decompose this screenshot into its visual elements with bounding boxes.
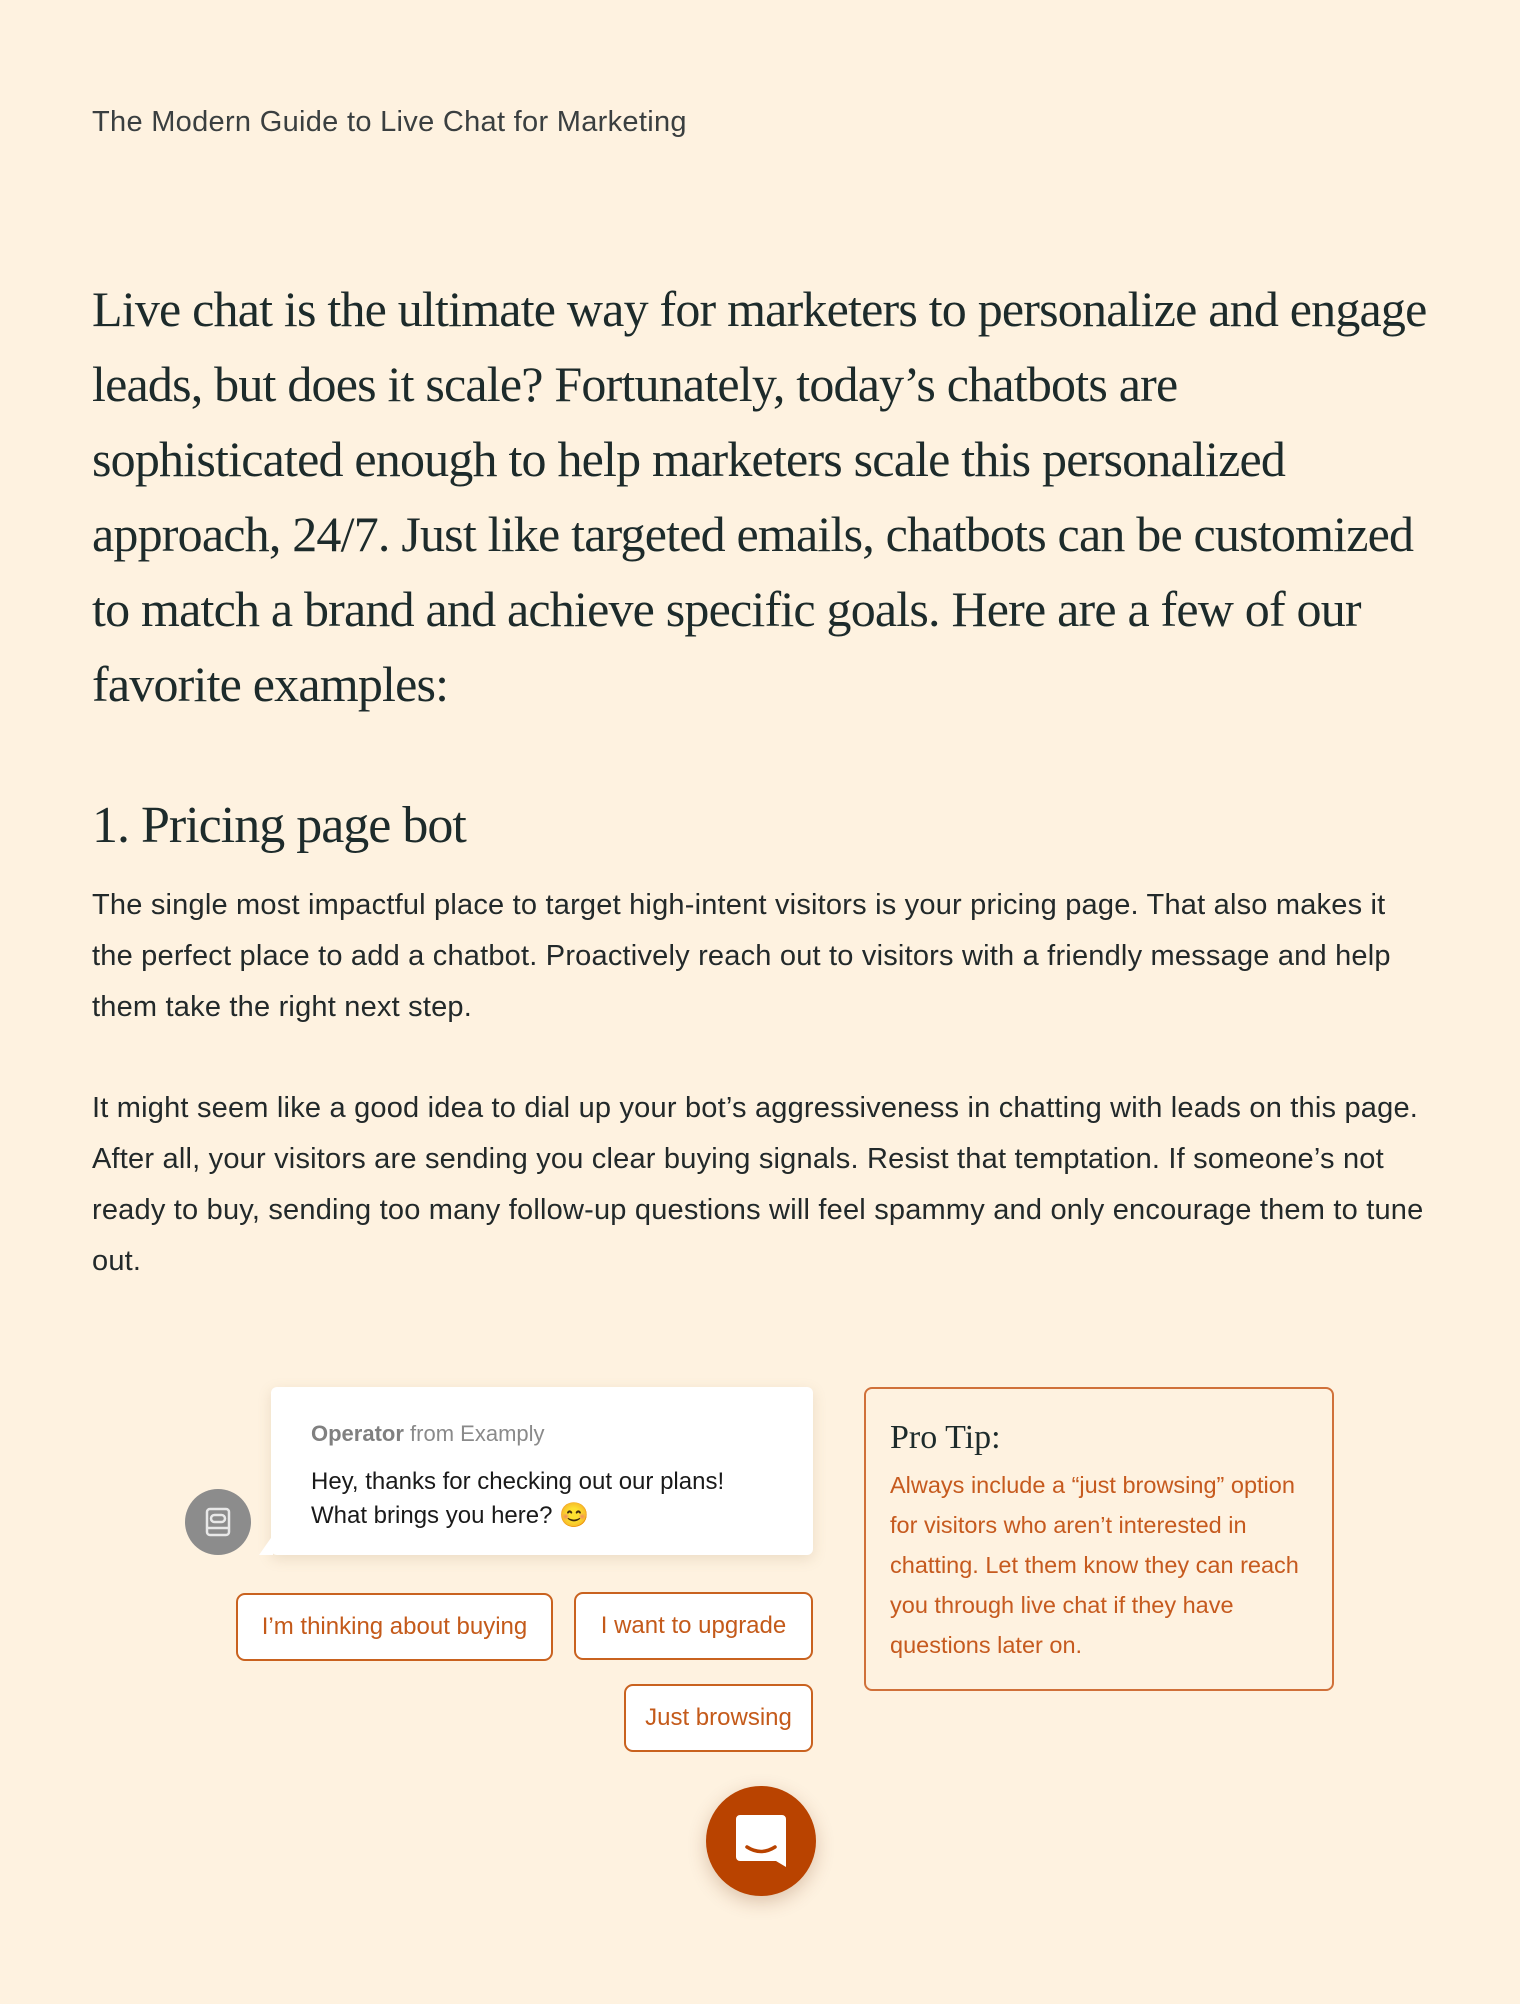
- sender-org: from Examply: [410, 1421, 545, 1446]
- pro-tip-box: [864, 1387, 1334, 1691]
- reply-button-thinking-about-buying[interactable]: I’m thinking about buying: [236, 1593, 553, 1661]
- pro-tip-text: Always include a “just browsing” option for visitors who aren’t interested in chatting. Let them know they can reach you through live chat if they have questions later on.: [890, 1472, 1299, 1658]
- reply-button-just-browsing[interactable]: Just browsing: [624, 1684, 813, 1752]
- intro-paragraph: Live chat is the ultimate way for marketers to personalize and engage leads, but does it scale? Fortunately, today’s chatbots are sophisticated enough to help marketers scale this personalized approach, 24/7. Just like targeted emails, chatbots can be customized to match a brand and achieve specific goals. Here are a few of our favorite examples:: [92, 281, 1427, 712]
- chat-message-card: [271, 1387, 813, 1555]
- body-paragraph: It might seem like a good idea to dial up your bot’s aggressiveness in chatting with leads on this page. After all, your visitors are sending you clear buying signals. Resist that temptation. If someone’s not ready to buy, sending too many follow-up questions will feel spammy and only encourage them to tune out.: [92, 1092, 1424, 1277]
- message-sender: [311, 1421, 773, 1447]
- reply-button-want-to-upgrade[interactable]: I want to upgrade: [574, 1592, 813, 1660]
- chat-launcher-button[interactable]: [706, 1786, 816, 1896]
- message-text: Hey, thanks for checking out our plans! What brings you here? 😊: [311, 1468, 725, 1529]
- bot-avatar: [185, 1489, 251, 1555]
- section-heading: 1. Pricing page bot: [92, 797, 466, 854]
- body-paragraph: The single most impactful place to target high-intent visitors is your pricing page. That also makes it the perfect place to add a chatbot. Proactively reach out to visitors with a friendly message and help them take the right next step.: [92, 889, 1391, 1023]
- sender-name: Operator: [311, 1421, 404, 1446]
- bot-icon: [201, 1505, 235, 1539]
- pro-tip-title: Pro Tip:: [890, 1419, 1001, 1456]
- chat-bubble-icon: [734, 1813, 788, 1869]
- document-title: The Modern Guide to Live Chat for Marketing: [92, 106, 687, 138]
